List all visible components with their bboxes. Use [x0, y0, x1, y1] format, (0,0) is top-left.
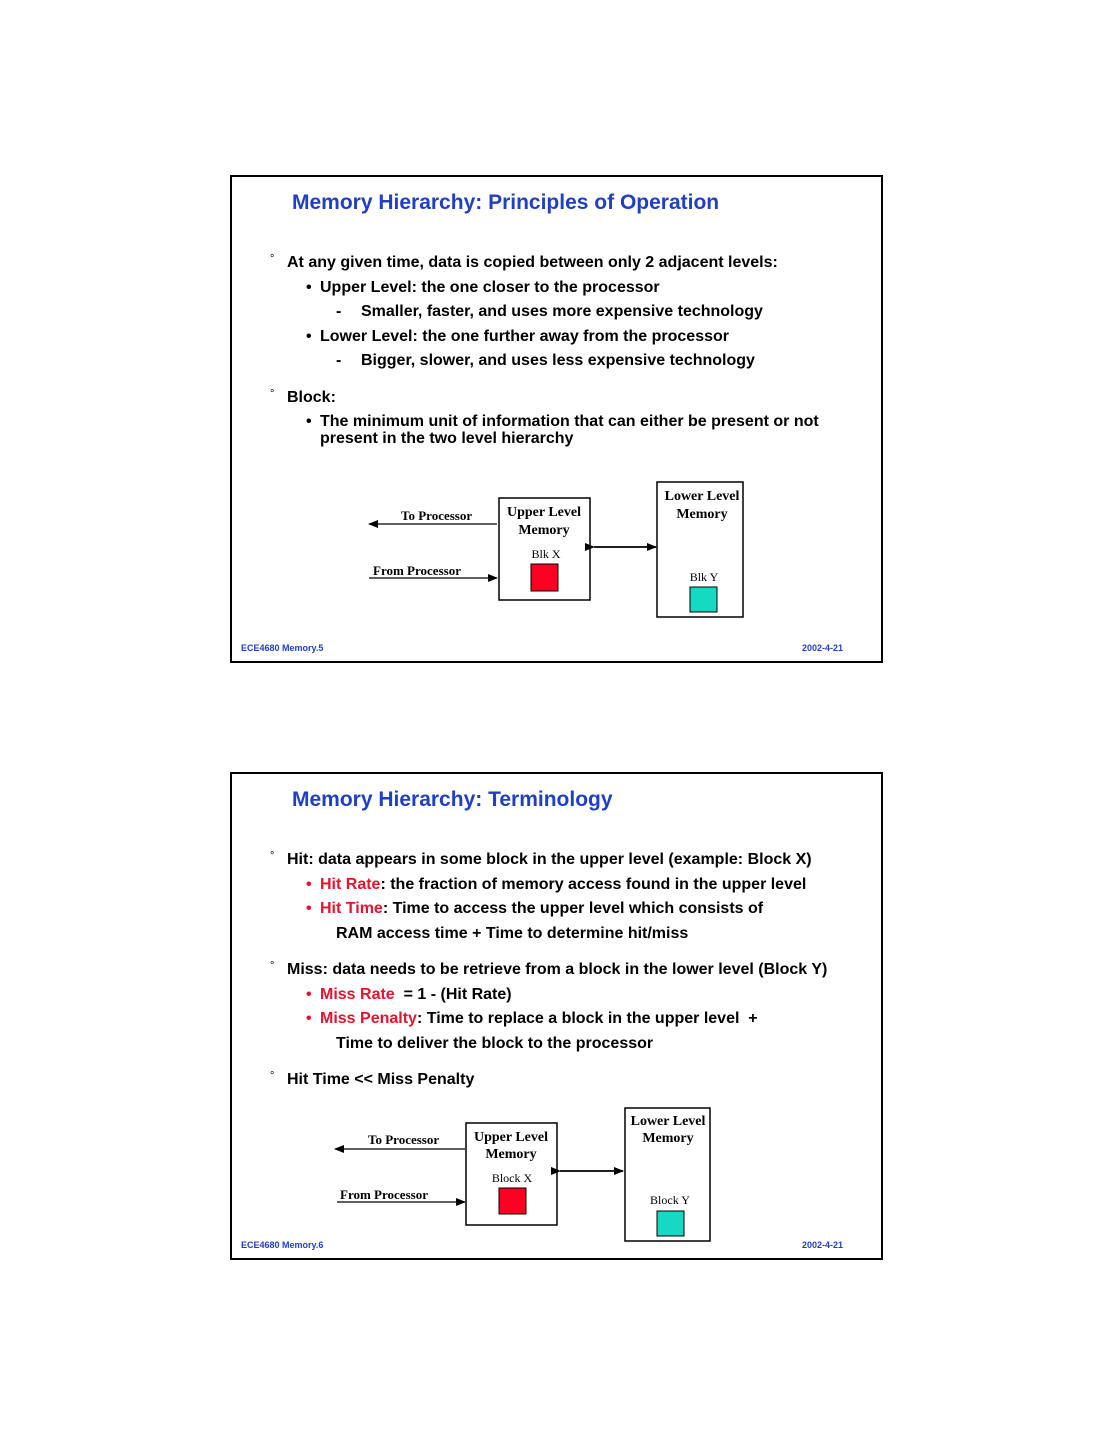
- from-processor-label: From Processor: [373, 563, 461, 578]
- bullet-text: Miss: data needs to be retrieve from a block in the lower level (Block Y): [287, 961, 828, 978]
- upper-level-label: Memory: [518, 523, 570, 538]
- to-processor-label: To Processor: [368, 1132, 440, 1147]
- dash-bullet: -: [336, 352, 342, 369]
- lower-level-label: Memory: [676, 507, 728, 522]
- upper-level-label: Upper Level: [506, 505, 582, 520]
- bullet-text: The minimum unit of information that can either be present or not: [320, 413, 819, 430]
- footer-date: 2002-4-21: [801, 1240, 843, 1250]
- upper-level-label: Memory: [485, 1147, 537, 1162]
- block-x-label: Blk X: [531, 547, 561, 561]
- sub-bullet: •: [306, 279, 312, 296]
- bullet-text: present in the two level hierarchy: [320, 430, 574, 447]
- hit-time-term: Hit Time: [320, 900, 383, 917]
- from-processor-label: From Processor: [340, 1187, 428, 1202]
- lower-level-label: Lower Level: [630, 1114, 706, 1129]
- bullet-text: Upper Level: the one closer to the processor: [320, 279, 660, 296]
- footer-date: 2002-4-21: [801, 643, 843, 653]
- dash-bullet: -: [336, 303, 342, 320]
- hit-rate-term: Hit Rate: [320, 876, 381, 893]
- footer-course: ECE4680 Memory.5: [241, 643, 324, 653]
- sub-bullet: •: [306, 986, 312, 1003]
- miss-rate-text: = 1 - (Hit Rate): [394, 986, 512, 1003]
- lower-level-label: Memory: [642, 1131, 694, 1146]
- miss-penalty-term: Miss Penalty: [320, 1010, 417, 1027]
- sub-bullet: •: [306, 1010, 312, 1027]
- block-y-label: Block Y: [650, 1193, 690, 1207]
- footer-course: ECE4680 Memory.6: [241, 1240, 324, 1250]
- block-x: [499, 1188, 526, 1214]
- miss-rate-term: Miss Rate: [320, 986, 395, 1003]
- bullet-text: Lower Level: the one further away from the processor: [320, 328, 729, 345]
- sub-bullet: •: [306, 413, 312, 430]
- bullet-text: Hit: data appears in some block in the upper level (example: Block X): [287, 851, 812, 868]
- block-x-label: Block X: [491, 1171, 533, 1185]
- upper-level-label: Upper Level: [473, 1130, 549, 1145]
- degree-bullet: °: [270, 960, 275, 972]
- degree-bullet: °: [270, 253, 275, 265]
- bullet-text: Block:: [287, 389, 336, 406]
- bullet-text: Hit Time << Miss Penalty: [287, 1071, 475, 1088]
- slide-title: Memory Hierarchy: Terminology: [292, 788, 613, 811]
- degree-bullet: °: [270, 1070, 275, 1082]
- memory-diagram: [232, 774, 885, 1262]
- block-y: [690, 587, 717, 612]
- slide-terminology: [230, 772, 883, 1260]
- sub-bullet: •: [306, 328, 312, 345]
- hit-time-text: : Time to access the upper level which consists of: [382, 900, 764, 917]
- degree-bullet: °: [270, 388, 275, 400]
- lower-level-label: Lower Level: [664, 489, 740, 504]
- memory-diagram: [232, 177, 885, 665]
- miss-penalty-text: : Time to replace a block in the upper level +: [416, 1010, 758, 1027]
- block-x: [531, 564, 558, 591]
- bullet-text: Time to deliver the block to the processor: [336, 1035, 654, 1052]
- degree-bullet: °: [270, 850, 275, 862]
- bullet-text: RAM access time + Time to determine hit/miss: [336, 925, 689, 942]
- sub-bullet: •: [306, 876, 312, 893]
- hit-rate-text: : the fraction of memory access found in the upper level: [380, 876, 807, 893]
- slide-principles: [230, 175, 883, 663]
- sub-bullet: •: [306, 900, 312, 917]
- slide-title: Memory Hierarchy: Principles of Operation: [292, 191, 720, 214]
- to-processor-label: To Processor: [401, 508, 473, 523]
- bullet-text: Smaller, faster, and uses more expensive technology: [361, 303, 763, 320]
- bullet-text: At any given time, data is copied between only 2 adjacent levels:: [287, 254, 778, 271]
- block-y: [657, 1211, 684, 1236]
- bullet-text: Bigger, slower, and uses less expensive technology: [361, 352, 755, 369]
- block-y-label: Blk Y: [689, 570, 719, 584]
